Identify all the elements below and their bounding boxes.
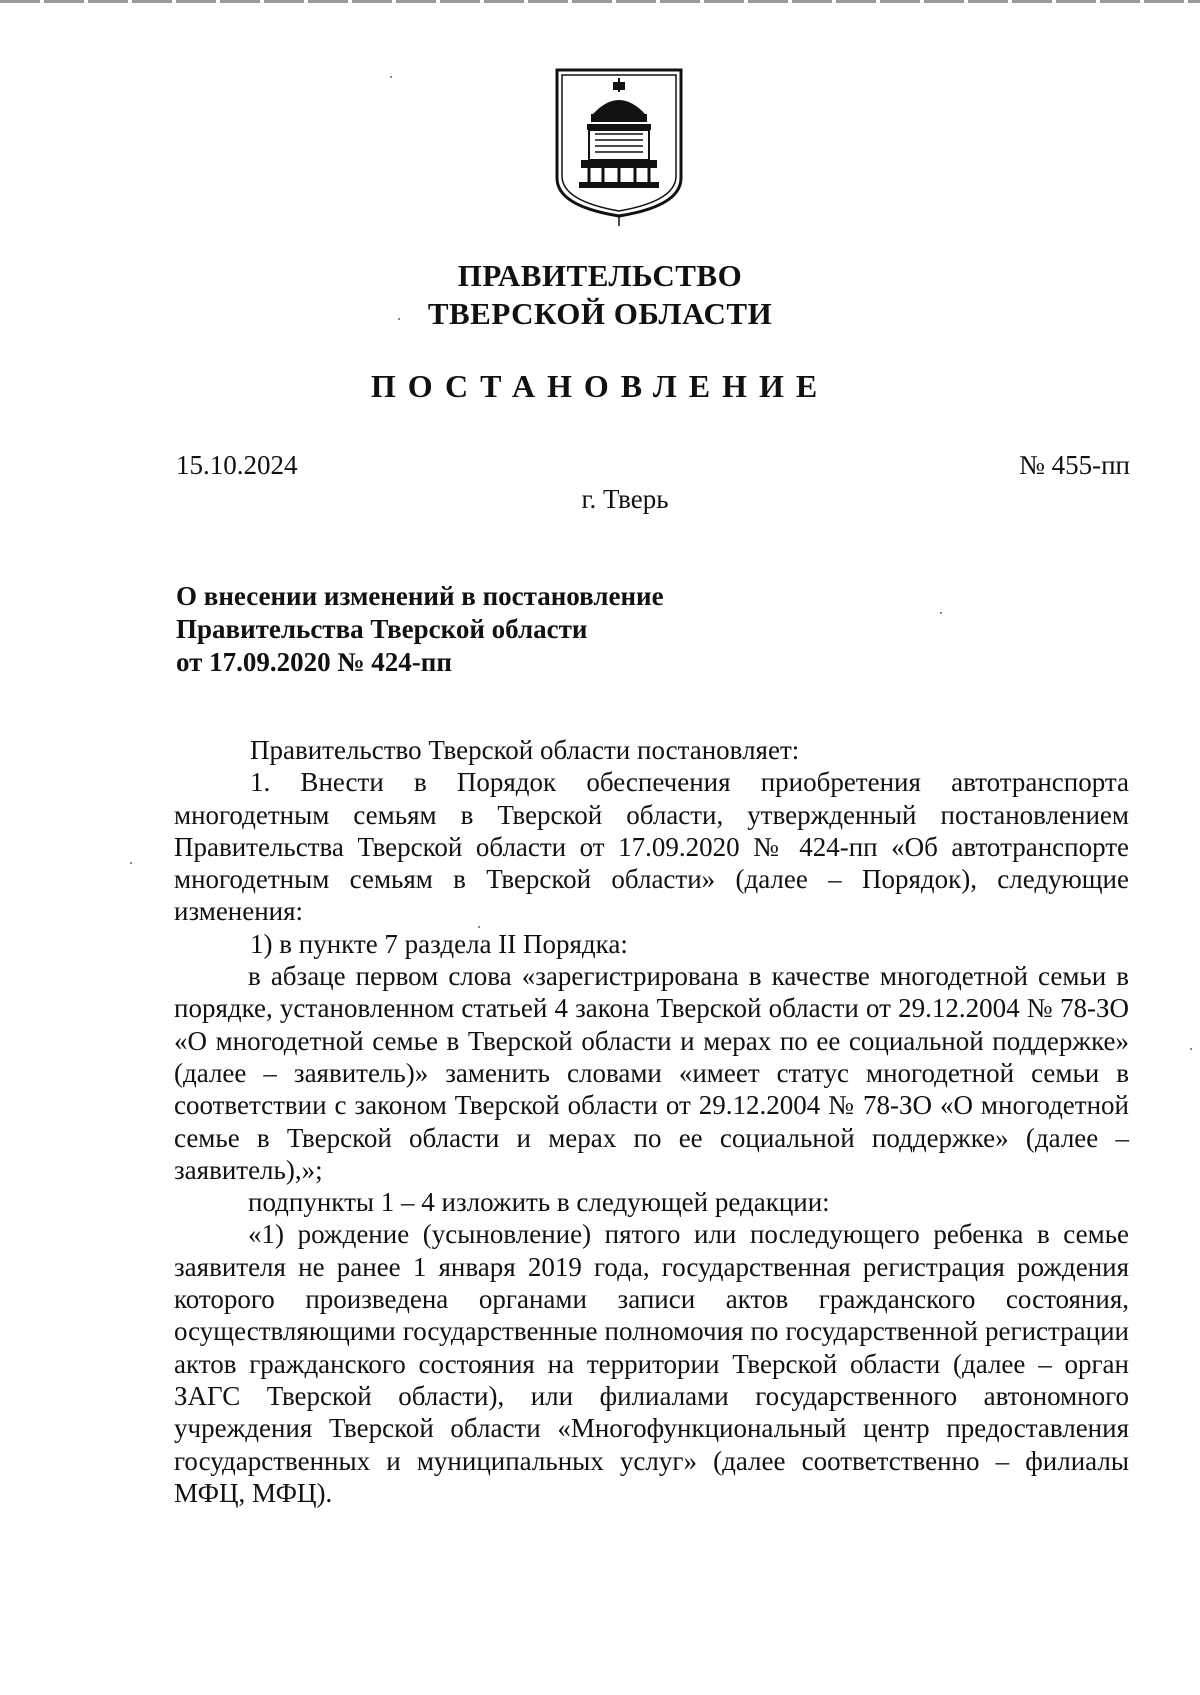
document-date: 15.10.2024 xyxy=(176,450,298,480)
body-paragraph: Правительство Тверской области постановляет: xyxy=(250,735,800,765)
body-paragraph: «1) рождение (усыновление) пятого или последующего ребенка в семье заявителя не ранее 1 января 2019 года, государственная регистрация рождения которого произведена органами записи актов гражданского состояния, осуществляющими государственные полномочия по государственной регистрации актов гражданского состояния на территории Тверской области (далее – орган ЗАГС Тверской области), или филиалами государственного автономного учреждения Тверской области «Многофункциональный центр предоставления государственных и муниципальных услуг» (далее соответственно – филиалы МФЦ, МФЦ). xyxy=(174,1219,1129,1508)
scan-speck xyxy=(398,318,400,320)
body-paragraph: подпункты 1 – 4 изложить в следующей редакции: xyxy=(248,1187,830,1218)
scan-speck xyxy=(130,862,132,864)
subject-line2: Правительства Тверской области xyxy=(176,614,588,644)
subject-line1: О внесении изменений в постановление xyxy=(176,581,664,611)
body-paragraph: в абзаце первом слова «зарегистрирована в качестве многодетной семьи в порядке, установленном статьей 4 закона Тверской области от 29.12.2004 № 78-ЗО «О многодетной семье в Тверской области и мерах по ее социальной поддержке» (далее – заявитель)» заменить словами «имеет статус многодетной семьи в соответствии с законом Тверской области от 29.12.2004 № 78-ЗО «О многодетной семье в Тверской области и мерах по ее социальной поддержке» (далее – заявитель),»; xyxy=(174,961,1129,1185)
government-name-line1: ПРАВИТЕЛЬСТВО xyxy=(457,258,743,293)
document-number: № 455-пп xyxy=(1019,450,1130,480)
scan-speck xyxy=(1190,1048,1192,1050)
document-city: г. Тверь xyxy=(581,484,669,514)
scan-speck xyxy=(478,926,480,928)
subject-line3: от 17.09.2020 № 424-пп xyxy=(176,647,452,677)
document-subject xyxy=(176,580,664,679)
body-paragraph: 1. Внести в Порядок обеспечения приобретения автотранспорта многодетным семьям в Тверской области, утвержденный постановлением Правительства Тверской области от 17.09.2020 № 424-пп «Об автотранспорте многодетным семьям в Тверской области» (далее – Порядок), следующие изменения: xyxy=(174,767,1129,927)
scan-speck xyxy=(940,612,942,614)
document-type-title: ПОСТАНОВЛЕНИЕ xyxy=(370,368,830,404)
body-paragraph: 1) в пункте 7 раздела II Порядка: xyxy=(250,928,628,959)
document-body xyxy=(174,734,1129,1509)
coat-of-arms-icon xyxy=(553,66,685,226)
scan-speck xyxy=(390,76,392,78)
scan-top-edge xyxy=(0,0,1200,3)
government-name-line2: ТВЕРСКОЙ ОБЛАСТИ xyxy=(427,296,773,331)
